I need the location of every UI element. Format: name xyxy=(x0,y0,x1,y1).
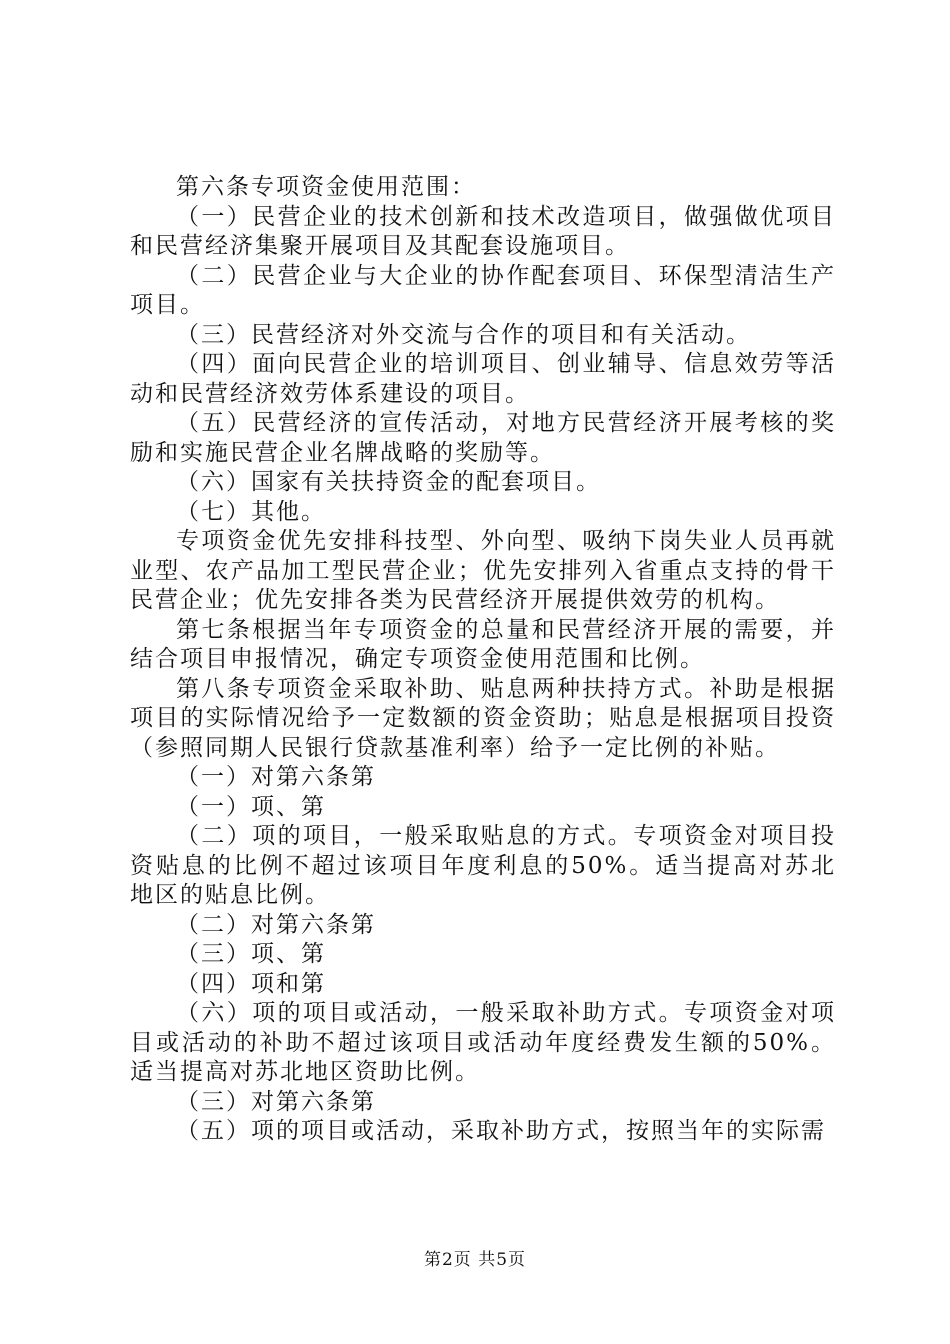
paragraph: 第七条根据当年专项资金的总量和民营经济开展的需要，并结合项目申报情况，确定专项资金使用范围和比例。 xyxy=(130,616,836,672)
paragraph: 专项资金优先安排科技型、外向型、吸纳下岗失业人员再就业型、农产品加工型民营企业；优先安排列入省重点支持的骨干民营企业；优先安排各类为民营经济开展提供效劳的机构。 xyxy=(130,528,836,613)
paragraph: （二）项的项目，一般采取贴息的方式。专项资金对项目投资贴息的比例不超过该项目年度利息的50%。适当提高对苏北地区的贴息比例。 xyxy=(130,823,836,908)
paragraph: （三）民营经济对外交流与合作的项目和有关活动。 xyxy=(176,321,751,348)
paragraph: （二）对第六条第 xyxy=(176,911,376,938)
page-number-footer: 第2页 共5页 xyxy=(423,1250,527,1270)
paragraph: （七）其他。 xyxy=(176,498,326,525)
paragraph: （五）项的项目或活动，采取补助方式，按照当年的实际需 xyxy=(176,1118,826,1144)
paragraph: （三）项、第 xyxy=(176,941,326,967)
paragraph: （一）民营企业的技术创新和技术改造项目，做强做优项目和民营经济集聚开展项目及其配套设施项目。 xyxy=(130,203,836,259)
paragraph: 第六条专项资金使用范围： xyxy=(176,174,476,200)
paragraph: （三）对第六条第 xyxy=(176,1088,376,1115)
paragraph: （一）对第六条第 xyxy=(176,764,376,790)
paragraph: （六）项的项目或活动，一般采取补助方式。专项资金对项目或活动的补助不超过该项目或活动年度经费发生额的50%。适当提高对苏北地区资助比例。 xyxy=(130,1000,836,1085)
paragraph: （四）项和第 xyxy=(176,970,326,997)
paragraph: （四）面向民营企业的培训项目、创业辅导、信息效劳等活动和民营经济效劳体系建设的项目。 xyxy=(130,351,836,407)
paragraph: （六）国家有关扶持资金的配套项目。 xyxy=(176,469,601,495)
paragraph: （二）民营企业与大企业的协作配套项目、环保型清洁生产项目。 xyxy=(130,262,836,318)
document-body xyxy=(130,173,836,1147)
paragraph: （一）项、第 xyxy=(176,793,326,820)
paragraph: 第八条专项资金采取补助、贴息两种扶持方式。补助是根据项目的实际情况给予一定数额的资金资助；贴息是根据项目投资（参照同期人民银行贷款基准利率）给予一定比例的补贴。 xyxy=(130,675,836,761)
paragraph: （五）民营经济的宣传活动，对地方民营经济开展考核的奖励和实施民营企业名牌战略的奖励等。 xyxy=(130,410,836,466)
